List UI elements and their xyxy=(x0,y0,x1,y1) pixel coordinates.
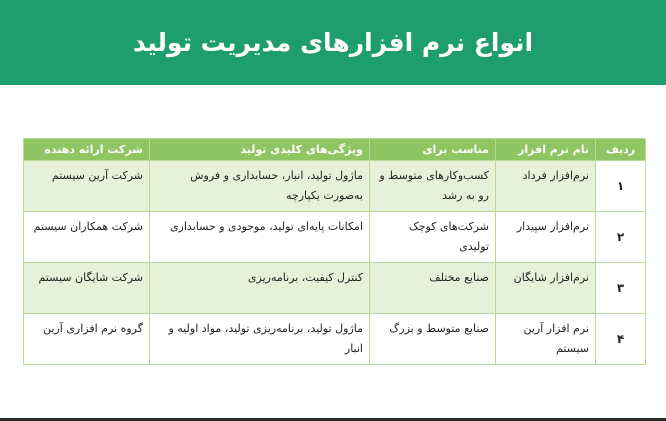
provider-cell: شرکت همکاران سیستم xyxy=(24,212,150,263)
column-header-provider: شرکت ارائه دهنده xyxy=(24,139,150,161)
key-features-cell: ماژول تولید، برنامه‌ریزی تولید، مواد اولیه و انبار xyxy=(150,314,370,365)
software-name-cell: نرم‌افزار فرداد xyxy=(496,161,596,212)
table-row xyxy=(24,161,646,212)
row-number-cell: ۲ xyxy=(596,212,646,263)
row-number-cell: ۱ xyxy=(596,161,646,212)
provider-cell: شرکت شایگان سیستم xyxy=(24,263,150,314)
column-header-row-number: ردیف xyxy=(596,139,646,161)
suitable-for-cell: کسب‌وکارهای متوسط و رو به رشد xyxy=(370,161,496,212)
software-name-cell: نرم افزار آرین سیستم xyxy=(496,314,596,365)
suitable-for-cell: صنایع مختلف xyxy=(370,263,496,314)
column-header-suitable-for: مناسب برای xyxy=(370,139,496,161)
table-row xyxy=(24,212,646,263)
software-name-cell: نرم‌افزار سپیدار xyxy=(496,212,596,263)
suitable-for-cell: شرکت‌های کوچک تولیدی xyxy=(370,212,496,263)
provider-cell: شرکت آرین سیستم xyxy=(24,161,150,212)
column-header-software-name: نام نرم افزار xyxy=(496,139,596,161)
provider-cell: گروه نرم افزاری آرین xyxy=(24,314,150,365)
page-title: انواع نرم افزارهای مدیریت تولید xyxy=(132,28,534,57)
column-header-key-features: ویژگی‌های کلیدی تولید xyxy=(150,139,370,161)
table-header-row xyxy=(24,139,646,161)
software-comparison-table xyxy=(23,138,646,365)
suitable-for-cell: صنایع متوسط و بزرگ xyxy=(370,314,496,365)
key-features-cell: کنترل کیفیت، برنامه‌ریزی xyxy=(150,263,370,314)
software-name-cell: نرم‌افزار شایگان xyxy=(496,263,596,314)
table-row xyxy=(24,314,646,365)
row-number-cell: ۳ xyxy=(596,263,646,314)
key-features-cell: ماژول تولید، انبار، حسابداری و فروش به‌صورت یکپارچه xyxy=(150,161,370,212)
row-number-cell: ۴ xyxy=(596,314,646,365)
table-row xyxy=(24,263,646,314)
software-table-container xyxy=(23,138,645,365)
key-features-cell: امکانات پایه‌ای تولید، موجودی و حسابداری xyxy=(150,212,370,263)
title-banner xyxy=(0,0,666,85)
